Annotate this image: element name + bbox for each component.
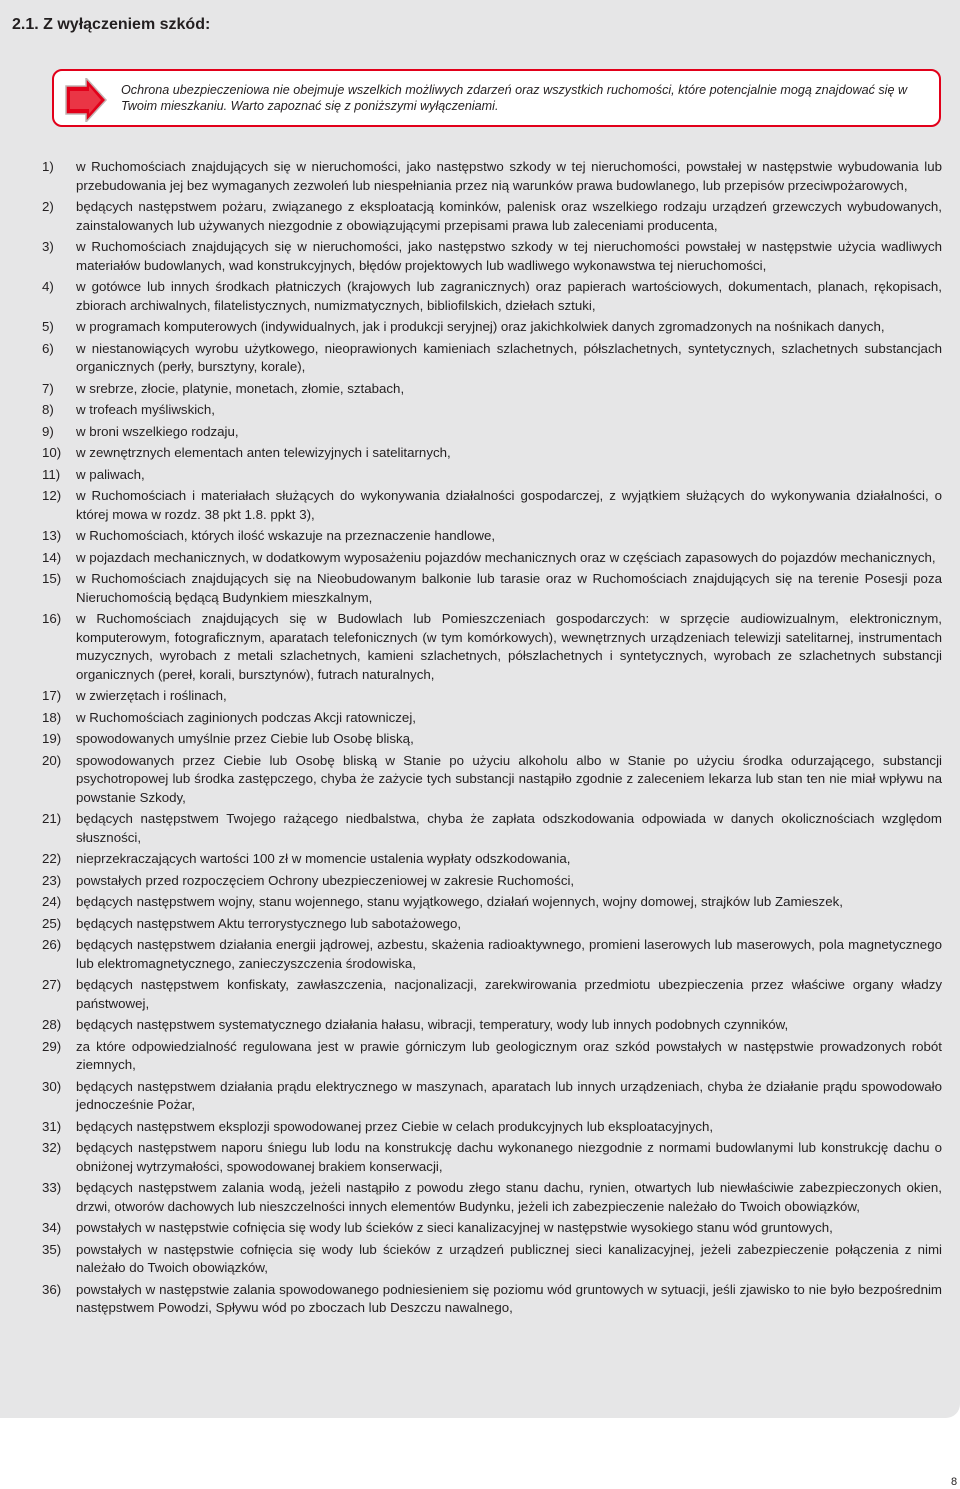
exclusion-item xyxy=(42,401,942,420)
exclusion-text: w broni wszelkiego rodzaju, xyxy=(76,423,239,439)
exclusion-text: w Ruchomościach znajdujących się w Budowlach lub Pomieszczeniach gospodarczych: w sprzęcie audiowizualnym, elektronicznym, komputerowym, fotograficznym, aparatach telefonicznych (w tym komórkowych), wewnętrznych urządzeniach telewizji satelitarnej, instrumentach muzycznych, wyrobach z metali szlachetnych, kamieni szlachetnych, półszlachetnych i syntetycznych, wyrobach ze szlachetnych substancji organicznych (pereł, korali, bursztynów), futrach naturalnych, xyxy=(76,611,942,682)
exclusion-number: 26) xyxy=(42,937,62,952)
exclusion-item xyxy=(42,752,942,808)
exclusion-item xyxy=(42,1139,942,1176)
exclusion-number: 31) xyxy=(42,1118,62,1134)
exclusion-text: w zewnętrznych elementach anten telewizyjnych i satelitarnych, xyxy=(76,445,451,460)
exclusion-number: 10) xyxy=(42,445,62,460)
exclusion-number: 8) xyxy=(42,402,54,417)
exclusion-number: 2) xyxy=(42,199,54,214)
exclusion-text: spowodowanych przez Ciebie lub Osobę bliską w Stanie po użyciu alkoholu albo w Stanie po użyciu środka odurzającego, substancji psychotropowej lub środka zastępczego, chyba że zażycie tych substancji nastąpiło zgodnie z zaleceniem lekarza lub stan ten nie miał wpływu na powstanie Szkody, xyxy=(76,752,942,805)
exclusion-number: 28) xyxy=(42,1017,62,1032)
exclusion-number: 5) xyxy=(42,319,54,334)
exclusion-text: w niestanowiących wyrobu użytkowego, nieoprawionych kamieniach szlachetnych, półszlachetnych, syntetycznych, szlachetnych substancjach organicznych (perły, bursztyny, korale), xyxy=(76,340,942,374)
exclusion-number: 21) xyxy=(42,811,62,826)
exclusion-item xyxy=(42,1118,942,1137)
exclusion-number: 15) xyxy=(42,571,62,586)
exclusion-text: powstałych w następstwie cofnięcia się wody lub ścieków z urządzeń publicznej sieci kanalizacyjnej, jeżeli zabezpieczenie połączenia z nimi należało do Twoich obowiązków, xyxy=(76,1241,942,1275)
exclusion-number: 19) xyxy=(42,731,62,746)
exclusion-text: będących następstwem Aktu terrorystycznego lub sabotażowego, xyxy=(76,915,462,931)
exclusion-number: 30) xyxy=(42,1078,62,1094)
exclusion-number: 32) xyxy=(42,1140,62,1155)
exclusion-item xyxy=(42,487,942,524)
notice-text: Ochrona ubezpieczeniowa nie obejmuje wszelkich możliwych zdarzeń oraz wszystkich ruchomości, które potencjalnie mogą znajdować się w Twoim mieszkaniu. Warto zapoznać się z poniższymi wyłączeniami. xyxy=(121,83,908,113)
exclusion-text: nieprzekraczających wartości 100 zł w momencie ustalenia wypłaty odszkodowania, xyxy=(76,851,571,866)
exclusion-item xyxy=(42,466,942,485)
exclusion-item xyxy=(42,340,942,377)
exclusion-text: będących następstwem wojny, stanu wojennego, stanu wyjątkowego, działań wojennych, wojny domowej, strajków lub Zamieszek, xyxy=(76,894,843,909)
exclusion-text: w Ruchomościach znajdujących się na Nieobudowanym balkonie lub tarasie oraz w Ruchomościach znajdujących się na terenie Posesji poza Nieruchomością będącą Budynkiem mieszkalnym, xyxy=(76,571,942,605)
exclusion-item xyxy=(42,610,942,684)
exclusion-number: 7) xyxy=(42,380,54,396)
exclusion-item xyxy=(42,850,942,869)
exclusion-number: 18) xyxy=(42,709,62,725)
page-number: 8 xyxy=(951,1476,958,1488)
exclusion-text: będących następstwem systematycznego działania hałasu, wibracji, temperatury, wody lub innych podobnych czynników, xyxy=(76,1017,789,1032)
exclusion-text: w gotówce lub innych środkach płatniczych (krajowych lub zagranicznych) oraz papierach wartościowych, dokumentach, planach, rękopisach, zbiorach archiwalnych, filatelistycznych, numizmatycznych, bibliofilskich, dziełach sztuki, xyxy=(76,279,942,313)
exclusion-number: 24) xyxy=(42,894,62,909)
exclusion-number: 34) xyxy=(42,1220,62,1235)
exclusion-item xyxy=(42,915,942,934)
exclusion-number: 12) xyxy=(42,488,62,503)
exclusion-item xyxy=(42,380,942,399)
exclusion-text: będących następstwem działania prądu elektrycznego w maszynach, aparatach lub innych urządzeniach, chyba że działanie prądu spowodowało jednocześnie Pożar, xyxy=(76,1078,942,1112)
exclusion-item xyxy=(42,1281,942,1318)
exclusion-number: 9) xyxy=(42,423,54,439)
exclusion-number: 33) xyxy=(42,1180,62,1195)
exclusion-text: będących następstwem działania energii jądrowej, azbestu, skażenia radioaktywnego, promieni laserowych lub maserowych, pola magnetycznego lub elektromagnetycznego, zanieczyszczenia środowiska, xyxy=(76,937,942,971)
exclusion-item xyxy=(42,549,942,568)
exclusion-number: 25) xyxy=(42,915,62,931)
exclusion-number: 11) xyxy=(42,466,61,482)
exclusion-item xyxy=(42,976,942,1013)
exclusion-number: 6) xyxy=(42,340,54,356)
exclusion-text: w programach komputerowych (indywidualnych, jak i produkcji seryjnej) oraz jakichkolwiek danych zgromadzonych na nośnikach danych, xyxy=(76,319,885,334)
exclusion-text: powstałych przed rozpoczęciem Ochrony ubezpieczeniowej w zakresie Ruchomości, xyxy=(76,872,575,888)
exclusion-item xyxy=(42,238,942,275)
exclusion-item xyxy=(42,423,942,442)
exclusion-text: w Ruchomościach, których ilość wskazuje na przeznaczenie handlowe, xyxy=(76,528,496,543)
exclusion-text: w pojazdach mechanicznych, w dodatkowym wyposażeniu pojazdów mechanicznych oraz w częściach zapasowych do pojazdów mechanicznych, xyxy=(76,549,936,565)
exclusion-text: będących następstwem konfiskaty, zawłaszczenia, nacjonalizacji, zarekwirowania przedmiotu ubezpieczenia przez właściwe organy władzy państwowej, xyxy=(76,977,942,1011)
exclusion-item xyxy=(42,1038,942,1075)
exclusion-text: spowodowanych umyślnie przez Ciebie lub Osobę bliską, xyxy=(76,731,414,746)
exclusion-item xyxy=(42,570,942,607)
exclusion-text: w trofeach myśliwskich, xyxy=(76,402,215,417)
notice-box xyxy=(52,69,941,127)
exclusion-text: powstałych w następstwie cofnięcia się wody lub ścieków z sieci kanalizacyjnej w następstwie wysokiego stanu wód gruntowych, xyxy=(76,1220,833,1235)
exclusion-number: 36) xyxy=(42,1281,62,1297)
exclusion-item xyxy=(42,1016,942,1035)
exclusion-item xyxy=(42,1241,942,1278)
exclusion-item xyxy=(42,278,942,315)
exclusion-text: w Ruchomościach i materiałach służących do wykonywania działalności gospodarczej, z wyjątkiem służących do wykonywania działalności, o której mowa w rozdz. 38 pkt 1.8. ppkt 3), xyxy=(76,488,942,522)
section-title: 2.1. Z wyłączeniem szkód: xyxy=(12,16,211,33)
exclusion-text: będących następstwem Twojego rażącego niedbalstwa, chyba że zapłata odszkodowania odpowiada w danych okolicznościach względom słuszności, xyxy=(76,811,942,845)
exclusion-text: w Ruchomościach znajdujących się w nieruchomości, jako następstwo szkody w tej nieruchomości, powstałej w następstwie wybudowania lub przebudowania jej bez wymaganych zezwoleń lub niespełniania przez nią warunków prawa budowlanego, lub przepisów przeciwpożarowych, xyxy=(76,159,942,193)
exclusion-item xyxy=(42,198,942,235)
exclusion-number: 16) xyxy=(42,611,62,626)
exclusion-text: w paliwach, xyxy=(76,466,145,482)
exclusion-text: w Ruchomościach znajdujących się w nieruchomości, jako następstwo szkody w tej nieruchomości powstałej w następstwie użycia wadliwych materiałów budowlanych, wad konstrukcyjnych, błędów projektowych lub wadliwego wykonawstwa tej nieruchomości, xyxy=(76,239,942,273)
exclusion-item xyxy=(42,730,942,749)
exclusion-number: 22) xyxy=(42,851,62,866)
exclusion-text: za które odpowiedzialność regulowana jest w prawie górniczym lub geologicznym oraz szkód powstałych w następstwie prowadzonych robót ziemnych, xyxy=(76,1038,942,1072)
exclusion-item xyxy=(42,872,942,891)
exclusion-item xyxy=(42,1179,942,1216)
exclusion-item xyxy=(42,810,942,847)
exclusion-text: powstałych w następstwie zalania spowodowanego podniesieniem się poziomu wód gruntowych w sytuacji, jeśli zjawisko to nie było bezpośrednim następstwem Powodzi, Spływu wód po zboczach lub Deszczu nawalnego, xyxy=(76,1281,942,1315)
exclusions-list xyxy=(42,158,942,1321)
exclusion-item xyxy=(42,893,942,912)
exclusion-item xyxy=(42,444,942,463)
exclusion-text: w Ruchomościach zaginionych podczas Akcji ratowniczej, xyxy=(76,709,416,725)
exclusion-text: będących następstwem eksplozji spowodowanej przez Ciebie w celach produkcyjnych lub eksploatacyjnych, xyxy=(76,1118,714,1134)
exclusion-number: 20) xyxy=(42,752,62,768)
exclusion-item xyxy=(42,687,942,706)
exclusion-number: 17) xyxy=(42,688,62,703)
exclusion-number: 27) xyxy=(42,977,62,992)
exclusion-item xyxy=(42,1219,942,1238)
exclusion-text: w zwierzętach i roślinach, xyxy=(76,688,227,703)
exclusion-number: 35) xyxy=(42,1241,62,1257)
exclusion-item xyxy=(42,1078,942,1115)
exclusion-number: 1) xyxy=(42,159,54,174)
exclusion-item xyxy=(42,318,942,337)
exclusion-text: będących następstwem naporu śniegu lub lodu na konstrukcję dachu wykonanego niezgodnie z normami budowlanymi lub konstrukcję dachu o obniżonej wytrzymałości, spowodowanej brakiem konserwacji, xyxy=(76,1140,942,1174)
exclusion-number: 29) xyxy=(42,1038,62,1054)
exclusion-number: 13) xyxy=(42,528,62,543)
exclusion-item xyxy=(42,709,942,728)
exclusion-number: 3) xyxy=(42,239,54,254)
exclusion-number: 4) xyxy=(42,279,54,294)
exclusion-item xyxy=(42,527,942,546)
exclusion-number: 23) xyxy=(42,872,62,888)
exclusion-text: w srebrze, złocie, platynie, monetach, złomie, sztabach, xyxy=(76,380,405,396)
exclusion-text: będących następstwem pożaru, związanego z eksploatacją kominków, palenisk oraz wszelkiego rodzaju urządzeń grzewczych wybudowanych, zainstalowanych lub używanych niezgodnie z obowiązującymi przepisami prawa lub zaleceniami producenta, xyxy=(76,199,942,233)
exclusion-item xyxy=(42,936,942,973)
exclusion-number: 14) xyxy=(42,549,62,565)
red-arrow-icon xyxy=(62,78,110,122)
exclusion-item xyxy=(42,158,942,195)
exclusion-text: będących następstwem zalania wodą, jeżeli nastąpiło z powodu złego stanu dachu, rynien, otwartych lub niewłaściwie zabezpieczonych okien, drzwi, otworów dachowych lub nieszczelności innych elementów Budynku, jeżeli ich zabezpieczenie należało do Twoich obowiązków, xyxy=(76,1180,942,1214)
